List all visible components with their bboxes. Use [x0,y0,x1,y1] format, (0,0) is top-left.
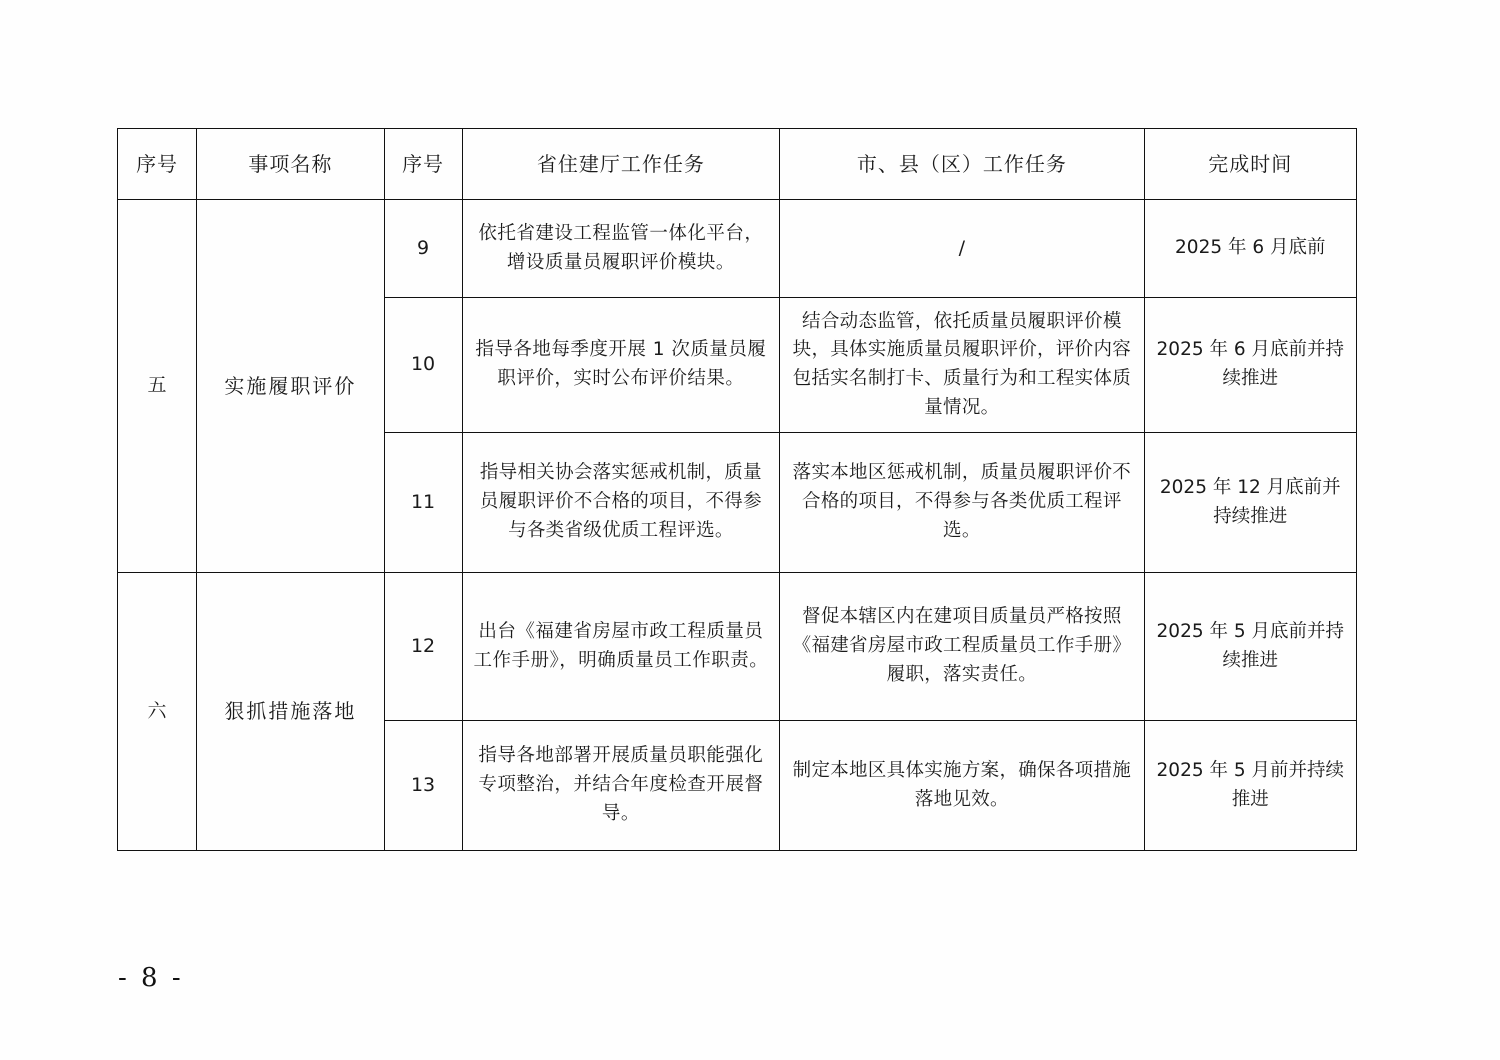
group-category-name: 狠抓措施落地 [197,573,384,851]
province-task: 指导各地每季度开展 1 次质量员履职评价，实时公布评价结果。 [462,298,780,433]
table-row [118,200,1357,298]
province-task: 出台《福建省房屋市政工程质量员工作手册》，明确质量员工作职责。 [462,573,780,721]
table-header-row [118,129,1357,200]
province-task: 指导各地部署开展质量员职能强化专项整治，并结合年度检查开展督导。 [462,721,780,851]
column-header-city-task: 市、县（区）工作任务 [780,129,1144,200]
deadline: 2025 年 5 月前并持续推进 [1144,721,1356,851]
page-number: - 8 - [118,963,184,993]
province-task: 依托省建设工程监管一体化平台，增设质量员履职评价模块。 [462,200,780,298]
task-no: 10 [384,298,462,433]
column-header-item-no: 序号 [118,129,197,200]
deadline: 2025 年 12 月底前并持续推进 [1144,433,1356,573]
table-row [118,573,1357,721]
task-no: 12 [384,573,462,721]
task-no: 11 [384,433,462,573]
work-task-table [117,128,1357,851]
table-header [118,129,1357,200]
city-task: 制定本地区具体实施方案，确保各项措施落地见效。 [780,721,1144,851]
group-category-no: 六 [118,573,197,851]
table-body [118,200,1357,851]
task-no: 9 [384,200,462,298]
deadline: 2025 年 6 月底前 [1144,200,1356,298]
group-category-no: 五 [118,200,197,573]
city-task: 督促本辖区内在建项目质量员严格按照《福建省房屋市政工程质量员工作手册》履职，落实责任。 [780,573,1144,721]
city-task: 落实本地区惩戒机制，质量员履职评价不合格的项目，不得参与各类优质工程评选。 [780,433,1144,573]
column-header-item-name: 事项名称 [197,129,384,200]
deadline: 2025 年 6 月底前并持续推进 [1144,298,1356,433]
province-task: 指导相关协会落实惩戒机制，质量员履职评价不合格的项目，不得参与各类省级优质工程评选。 [462,433,780,573]
task-no: 13 [384,721,462,851]
column-header-province-task: 省住建厅工作任务 [462,129,780,200]
city-task: 结合动态监管，依托质量员履职评价模块，具体实施质量员履职评价，评价内容包括实名制打卡、质量行为和工程实体质量情况。 [780,298,1144,433]
column-header-deadline: 完成时间 [1144,129,1356,200]
group-category-name: 实施履职评价 [197,200,384,573]
deadline: 2025 年 5 月底前并持续推进 [1144,573,1356,721]
city-task: / [780,200,1144,298]
column-header-task-no: 序号 [384,129,462,200]
